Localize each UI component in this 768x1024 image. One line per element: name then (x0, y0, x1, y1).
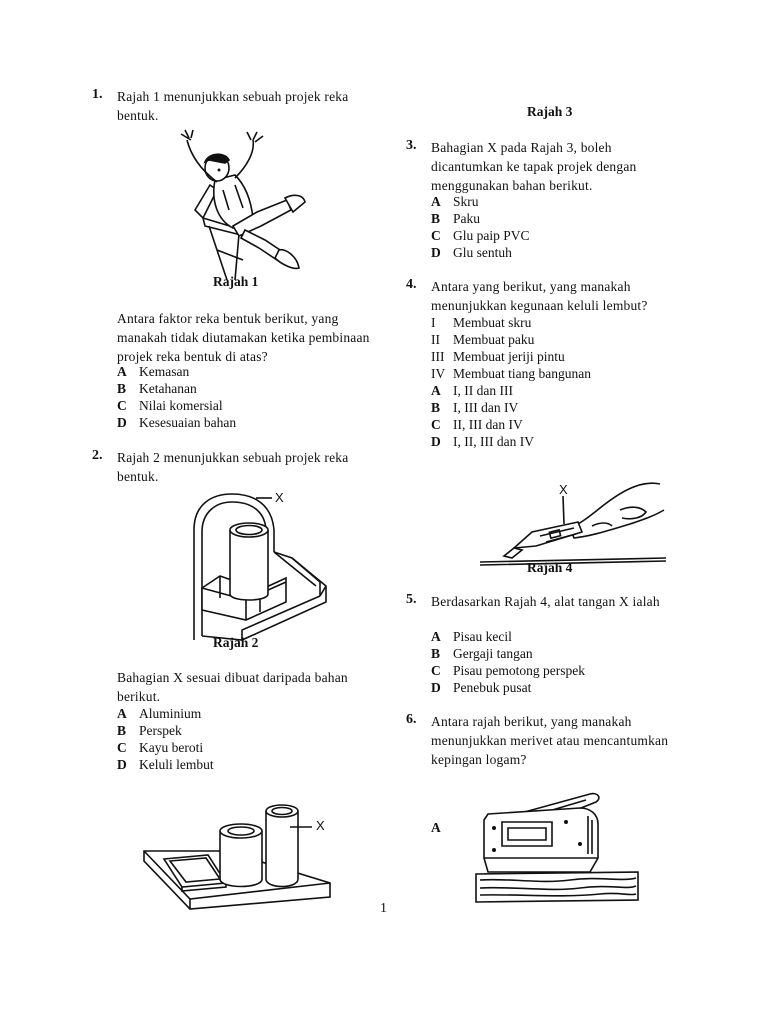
rajah-3-caption: Rajah 3 (527, 104, 573, 119)
option-text: Kemasan (139, 364, 190, 379)
option-text: Glu paip PVC (453, 228, 530, 243)
option-key: C (431, 663, 441, 678)
option-key: B (117, 723, 127, 738)
option-key: A (117, 706, 127, 721)
option-key: C (431, 417, 441, 432)
option-key: D (117, 757, 127, 772)
page-number: 1 (380, 901, 387, 916)
option-text: Ketahanan (139, 381, 197, 396)
option-key: D (431, 434, 441, 449)
question-4-text: Antara yang berikut, yang manakah menunjukkan kegunaan keluli lembut? (431, 279, 648, 313)
option-text: Gergaji tangan (453, 646, 533, 661)
option-text: Kayu beroti (139, 740, 204, 755)
option-item (431, 662, 671, 679)
option-key: A (117, 364, 127, 379)
roman-item (431, 348, 681, 365)
rajah-2-figure (180, 490, 340, 650)
option-text: Keluli lembut (139, 757, 214, 772)
rajah-3-x-label: X (316, 818, 325, 833)
rajah-1-caption: Rajah 1 (213, 274, 259, 289)
option-item (431, 628, 671, 645)
option-item (431, 227, 671, 244)
roman-text: Membuat skru (453, 315, 532, 330)
option-text: Pisau pemotong perspek (453, 663, 585, 678)
option-text: I, II, III dan IV (453, 434, 534, 449)
question-5-options (431, 628, 671, 696)
roman-key: III (431, 349, 445, 364)
option-key: B (431, 211, 441, 226)
option-key: C (117, 740, 127, 755)
option-item (117, 756, 357, 773)
option-item (431, 399, 681, 416)
question-3-text: Bahagian X pada Rajah 3, boleh dicantumkan ke tapak projek dengan menggunakan bahan berikut. (431, 140, 637, 193)
rajah-4-caption: Rajah 4 (527, 560, 573, 575)
rajah-4-figure (470, 470, 670, 570)
option-item (431, 244, 671, 261)
option-text: II, III dan IV (453, 417, 523, 432)
option-item (117, 414, 357, 431)
question-2-stem: Rajah 2 menunjukkan sebuah projek reka bentuk. (117, 450, 349, 484)
roman-item (431, 314, 681, 331)
rajah-2-x-label: X (275, 490, 284, 505)
option-item (431, 382, 681, 399)
roman-text: Membuat paku (453, 332, 535, 347)
option-item (431, 433, 681, 450)
option-text: Penebuk pusat (453, 680, 532, 695)
option-key: D (117, 415, 127, 430)
roman-key: IV (431, 366, 446, 381)
roman-key: II (431, 332, 440, 347)
option-key: A (431, 194, 441, 209)
question-5-text: Berdasarkan Rajah 4, alat tangan X ialah (431, 594, 660, 609)
option-key: D (431, 680, 441, 695)
option-key: B (431, 400, 441, 415)
option-text: Aluminium (139, 706, 202, 721)
option-key: B (117, 381, 127, 396)
question-3-number: 3. (406, 138, 417, 153)
option-key: B (431, 646, 441, 661)
question-2-text: Bahagian X sesuai dibuat daripada bahan berikut. (117, 670, 348, 704)
question-1-options (117, 363, 357, 431)
question-6-number: 6. (406, 712, 417, 727)
roman-text: Membuat tiang bangunan (453, 366, 591, 381)
roman-item (431, 331, 681, 348)
question-6-text: Antara rajah berikut, yang manakah menunjukkan merivet atau mencantumkan kepingan logam? (431, 714, 669, 767)
option-text: Perspek (139, 723, 182, 738)
option-item (117, 722, 357, 739)
question-5-number: 5. (406, 592, 417, 607)
option-text: I, II dan III (453, 383, 513, 398)
option-item (117, 739, 357, 756)
option-item (431, 210, 671, 227)
question-2-number: 2. (92, 448, 103, 463)
option-text: I, III dan IV (453, 400, 519, 415)
option-item (117, 397, 357, 414)
option-item (117, 705, 357, 722)
option-text: Skru (453, 194, 479, 209)
rajah-4-x-label: X (559, 482, 568, 497)
question-4-number: 4. (406, 277, 417, 292)
option-item (431, 645, 671, 662)
option-a-stapler-figure (470, 788, 640, 908)
question-4-roman-list (431, 314, 681, 450)
rajah-3-figure (140, 795, 340, 915)
option-key: A (431, 629, 441, 644)
option-text: Paku (453, 211, 480, 226)
question-2-options (117, 705, 357, 773)
option-text: Glu sentuh (453, 245, 512, 260)
option-text: Kesesuaian bahan (139, 415, 237, 430)
option-text: Pisau kecil (453, 629, 512, 644)
roman-text: Membuat jeriji pintu (453, 349, 565, 364)
option-item (431, 193, 671, 210)
roman-key: I (431, 315, 436, 330)
option-key: C (117, 398, 127, 413)
question-1-stem: Rajah 1 menunjukkan sebuah projek reka bentuk. (117, 89, 349, 123)
option-key: C (431, 228, 441, 243)
option-key: A (431, 383, 441, 398)
rajah-2-caption: Rajah 2 (213, 635, 259, 650)
option-item (117, 380, 357, 397)
question-1-number: 1. (92, 87, 103, 102)
question-6-option-a-key: A (431, 820, 441, 835)
question-1-text: Antara faktor reka bentuk berikut, yang manakah tidak diutamakan ketika pembinaan projek reka bentuk di atas? (117, 311, 370, 364)
option-item (431, 416, 681, 433)
roman-item (431, 365, 681, 382)
rajah-1-figure (165, 130, 315, 290)
question-3-options (431, 193, 671, 261)
option-item (431, 679, 671, 696)
option-item (117, 363, 357, 380)
option-text: Nilai komersial (139, 398, 223, 413)
option-key: D (431, 245, 441, 260)
